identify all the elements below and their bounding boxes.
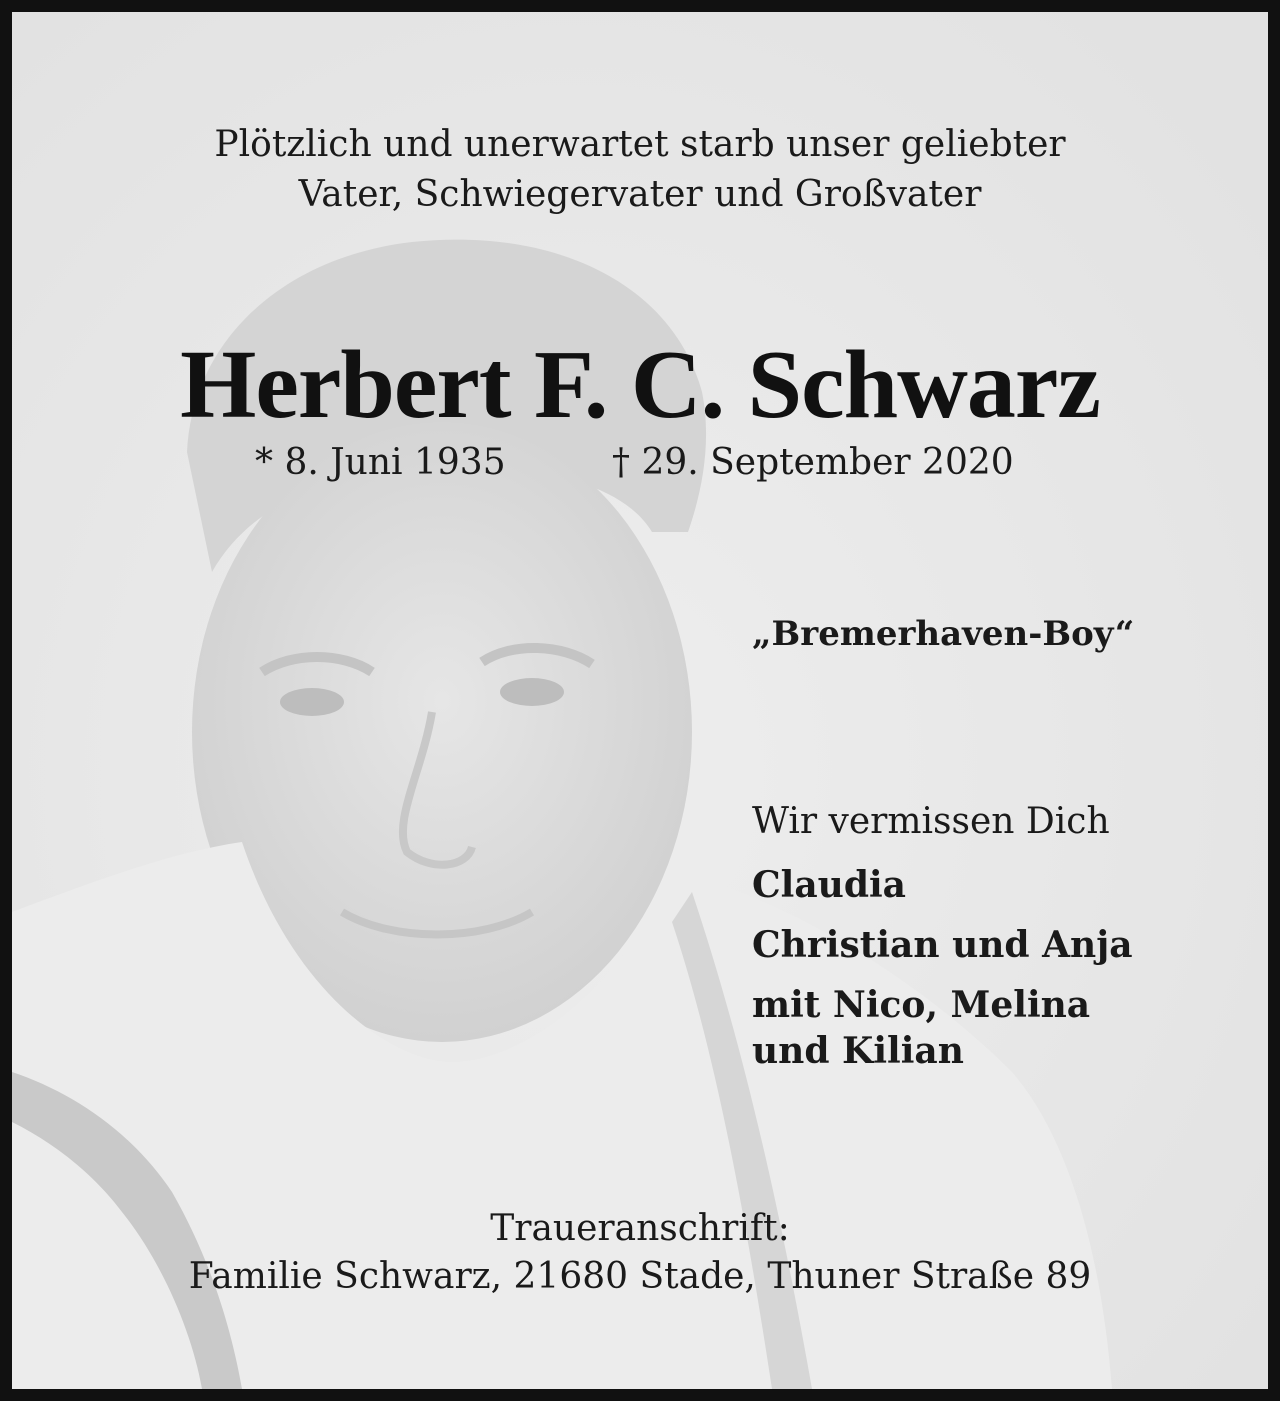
mourner-4: und Kilian [752,1030,964,1072]
address-text: Familie Schwarz, 21680 Stade, Thuner Straße 89 [188,1256,1092,1297]
deceased-name: Herbert F. C. Schwarz [180,331,1100,439]
mourners-list [752,862,1133,1074]
address-label: Traueranschrift: [490,1208,790,1249]
death-date: † 29. September 2020 [612,442,1014,483]
miss-text: Wir vermissen Dich [752,801,1110,842]
mourner-2: Christian und Anja [752,924,1133,966]
intro-line-1: Plötzlich und unerwartet starb unser geliebter [214,124,1066,165]
intro-text [12,120,1268,220]
mourner-3: mit Nico, Melina [752,984,1091,1026]
mourning-address [12,1205,1268,1301]
nickname: „Bremerhaven-Boy“ [752,614,1135,654]
intro-line-2: Vater, Schwiegervater und Großvater [298,174,982,215]
mourner-1: Claudia [752,864,907,906]
birth-date: * 8. Juni 1935 [255,442,506,483]
